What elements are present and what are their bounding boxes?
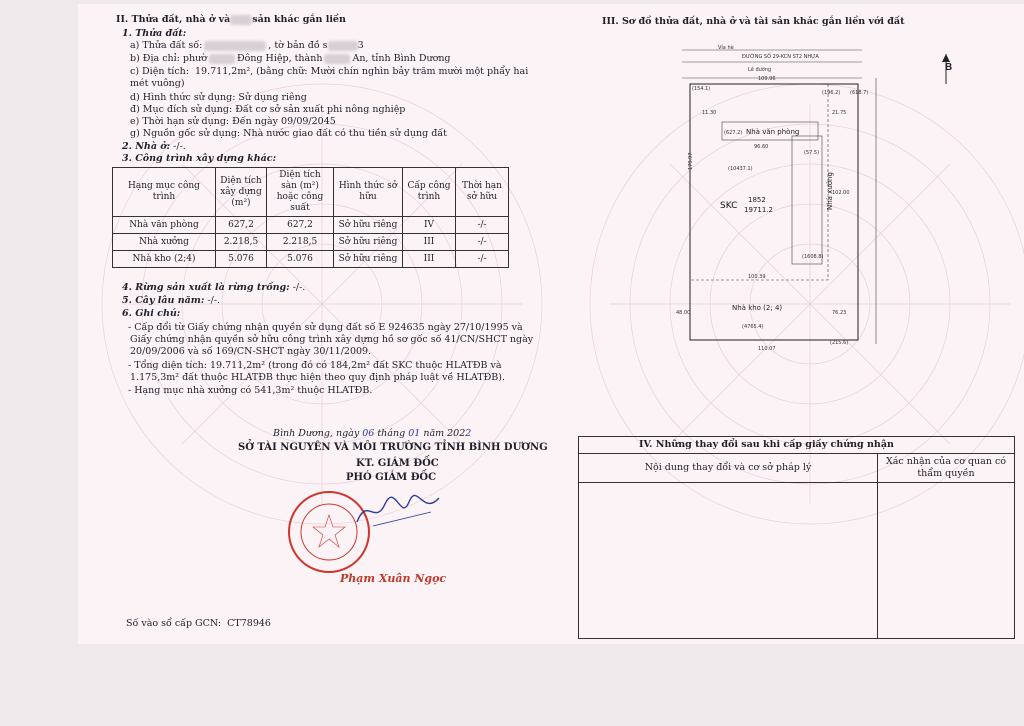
table-header: Thời hạn sở hữu [456, 168, 509, 217]
issue-date: Bình Dương, ngày 06 tháng 01 năm 2022 [273, 428, 472, 439]
dim-right-3: 21.75 [832, 110, 847, 116]
table-cell [878, 483, 1015, 639]
table-row [113, 217, 509, 234]
table-cell: III [403, 251, 456, 268]
table-row [113, 251, 509, 268]
table-cell: 2.218,5 [216, 234, 267, 251]
table-cell: 5.076 [267, 251, 334, 268]
table-cell: Nhà văn phòng [113, 217, 216, 234]
table-header: Cấp công trình [403, 168, 456, 217]
perennial-line: 5. Cây lâu năm: -/-. [122, 295, 221, 306]
changes-empty-row [579, 483, 1015, 639]
parcel-title: 1. Thửa đất: [122, 28, 187, 39]
dim-left-3: 11.30 [702, 110, 717, 116]
dim-mid-1: (57.5) [804, 150, 820, 156]
signature [353, 492, 443, 532]
dim-corner-2: (196.2) [822, 90, 841, 96]
inner-area-label: (10437.1) [728, 166, 753, 172]
table-cell: Sở hữu riêng [334, 217, 403, 234]
roadside-label: Lề đường [748, 67, 772, 73]
deputy-director: PHÓ GIÁM ĐỐC [346, 472, 437, 483]
parcel-area: 19711.2 [744, 206, 773, 214]
table-header: Hình thức sở hữu [334, 168, 403, 217]
dim-corner-1: (154.1) [692, 86, 711, 92]
notes-title: 6. Ghi chú: [122, 308, 181, 319]
section-ii-heading: II. Thửa đất, nhà ở và sản khác gắn liền [116, 14, 346, 25]
table-cell: -/- [456, 217, 509, 234]
usage-origin: g) Nguồn gốc sử dụng: Nhà nước giao đất có thu tiền sử dụng đất [130, 128, 447, 139]
certificate-page-left [78, 4, 566, 644]
dim-left-2: 48.00 [676, 310, 691, 316]
dim-top: 109.96 [758, 76, 776, 82]
table-cell: Sở hữu riêng [334, 251, 403, 268]
gcn-register-number: Số vào sổ cấp GCN: CT78946 [126, 618, 271, 629]
changes-table [578, 436, 1015, 639]
dim-office: 96.60 [754, 144, 769, 150]
note-1b: Giấy chứng nhận quyền sở hữu công trình xây dựng hồ sơ gốc số 41/CN/SHCT ngày [130, 334, 534, 345]
parcel-number: 1852 [748, 196, 766, 204]
note-2b: 1.175,3m² đất thuộc HLATĐB thực hiện theo quy định pháp luật về HLATĐB). [130, 372, 505, 383]
parcel-number-line: a) Thửa đất số: , tờ bản đồ s 3 [130, 40, 364, 51]
issuing-authority: SỞ TÀI NGUYÊN VÀ MÔI TRƯỜNG TỈNH BÌNH DƯƠNG [238, 442, 548, 453]
table-cell: 5.076 [216, 251, 267, 268]
office-label: Nhà văn phòng [746, 128, 800, 136]
area-line-2: mét vuông) [130, 78, 185, 89]
site-plan [662, 44, 902, 384]
other-works-title: 3. Công trình xây dựng khác: [122, 153, 277, 164]
sidewalk-label: Vỉa hè [718, 45, 734, 51]
dim-right-1: 102.00 [832, 190, 850, 196]
table-header: Hạng mục công trình [113, 168, 216, 217]
dim-mid-2: (215.6) [830, 340, 849, 346]
certificate-page-right [566, 4, 1024, 644]
usage-term: e) Thời hạn sử dụng: Đến ngày 09/09/2045 [130, 116, 336, 127]
house-line: 2. Nhà ở: -/-. [122, 141, 186, 152]
north-label: B [945, 62, 953, 73]
forest-line: 4. Rừng sản xuất là rừng trồng: -/-. [122, 282, 306, 293]
table-cell: -/- [456, 234, 509, 251]
road-name: ĐƯỜNG SỐ 29-KCN ST2 NHỰA [742, 54, 819, 60]
dim-right-2: 76.23 [832, 310, 847, 316]
kt-director: KT. GIÁM ĐỐC [356, 458, 439, 469]
table-row [113, 234, 509, 251]
table-cell: IV [403, 217, 456, 234]
signer-name: Phạm Xuân Ngọc [340, 572, 447, 585]
note-1c: 20/09/2006 và số 169/CN-SHCT ngày 30/11/2009. [130, 346, 372, 357]
changes-title: IV. Những thay đổi sau khi cấp giấy chứng nhận [579, 437, 1015, 454]
table-cell: 627,2 [216, 217, 267, 234]
table-cell: 2.218,5 [267, 234, 334, 251]
changes-col-content: Nội dung thay đổi và cơ sở pháp lý [579, 454, 878, 483]
warehouse-area-label: (4765.4) [742, 324, 764, 330]
table-cell: Nhà kho (2;4) [113, 251, 216, 268]
note-1: - Cấp đổi từ Giấy chứng nhận quyền sử dụng đất số E 924635 ngày 27/10/1995 và [128, 322, 523, 333]
table-cell: III [403, 234, 456, 251]
note-3: - Hạng mục nhà xưởng có 541,3m² thuộc HLATĐB. [128, 385, 373, 396]
usage-purpose: đ) Mục đích sử dụng: Đất cơ sở sản xuất phi nông nghiệp [130, 104, 406, 115]
dim-bottom: 110.07 [758, 346, 776, 352]
table-cell: Nhà xưởng [113, 234, 216, 251]
table-cell: 627,2 [267, 217, 334, 234]
warehouse-label: Nhà kho (2; 4) [732, 304, 783, 312]
table-cell: -/- [456, 251, 509, 268]
table-header: Diện tích sàn (m²) hoặc công suất [267, 168, 334, 217]
dim-left: 179.97 [688, 152, 694, 170]
construction-works-table [112, 167, 509, 268]
parcel-code: SKC [720, 201, 738, 211]
note-2: - Tổng diện tích: 19.711,2m² (trong đó có 184,2m² đất SKC thuộc HLATĐB và [128, 360, 502, 371]
table-cell [579, 483, 878, 639]
office-area-label: (627.2) [724, 130, 743, 136]
table-cell: Sở hữu riêng [334, 234, 403, 251]
table-header: Diện tích xây dựng (m²) [216, 168, 267, 217]
address-line: b) Địa chỉ: phườ Đông Hiệp, thành An, tỉnh Bình Dương [130, 53, 451, 64]
dim-warehouse-top: 100.39 [748, 274, 766, 280]
factory-area-label: (1608.8) [802, 254, 824, 260]
changes-col-confirm: Xác nhận của cơ quan có thẩm quyền [878, 454, 1015, 483]
section-iii-heading: III. Sơ đồ thửa đất, nhà ở và tài sản khác gắn liền với đất [602, 16, 905, 27]
dim-corner-3: (618.7) [850, 90, 869, 96]
factory-label: Nhà xưởng [826, 172, 834, 210]
area-line: c) Diện tích: 19.711,2m², (bằng chữ: Mười chín nghìn bảy trăm mười một phẩy hai [130, 66, 529, 77]
usage-form: d) Hình thức sử dụng: Sử dụng riêng [130, 92, 307, 103]
